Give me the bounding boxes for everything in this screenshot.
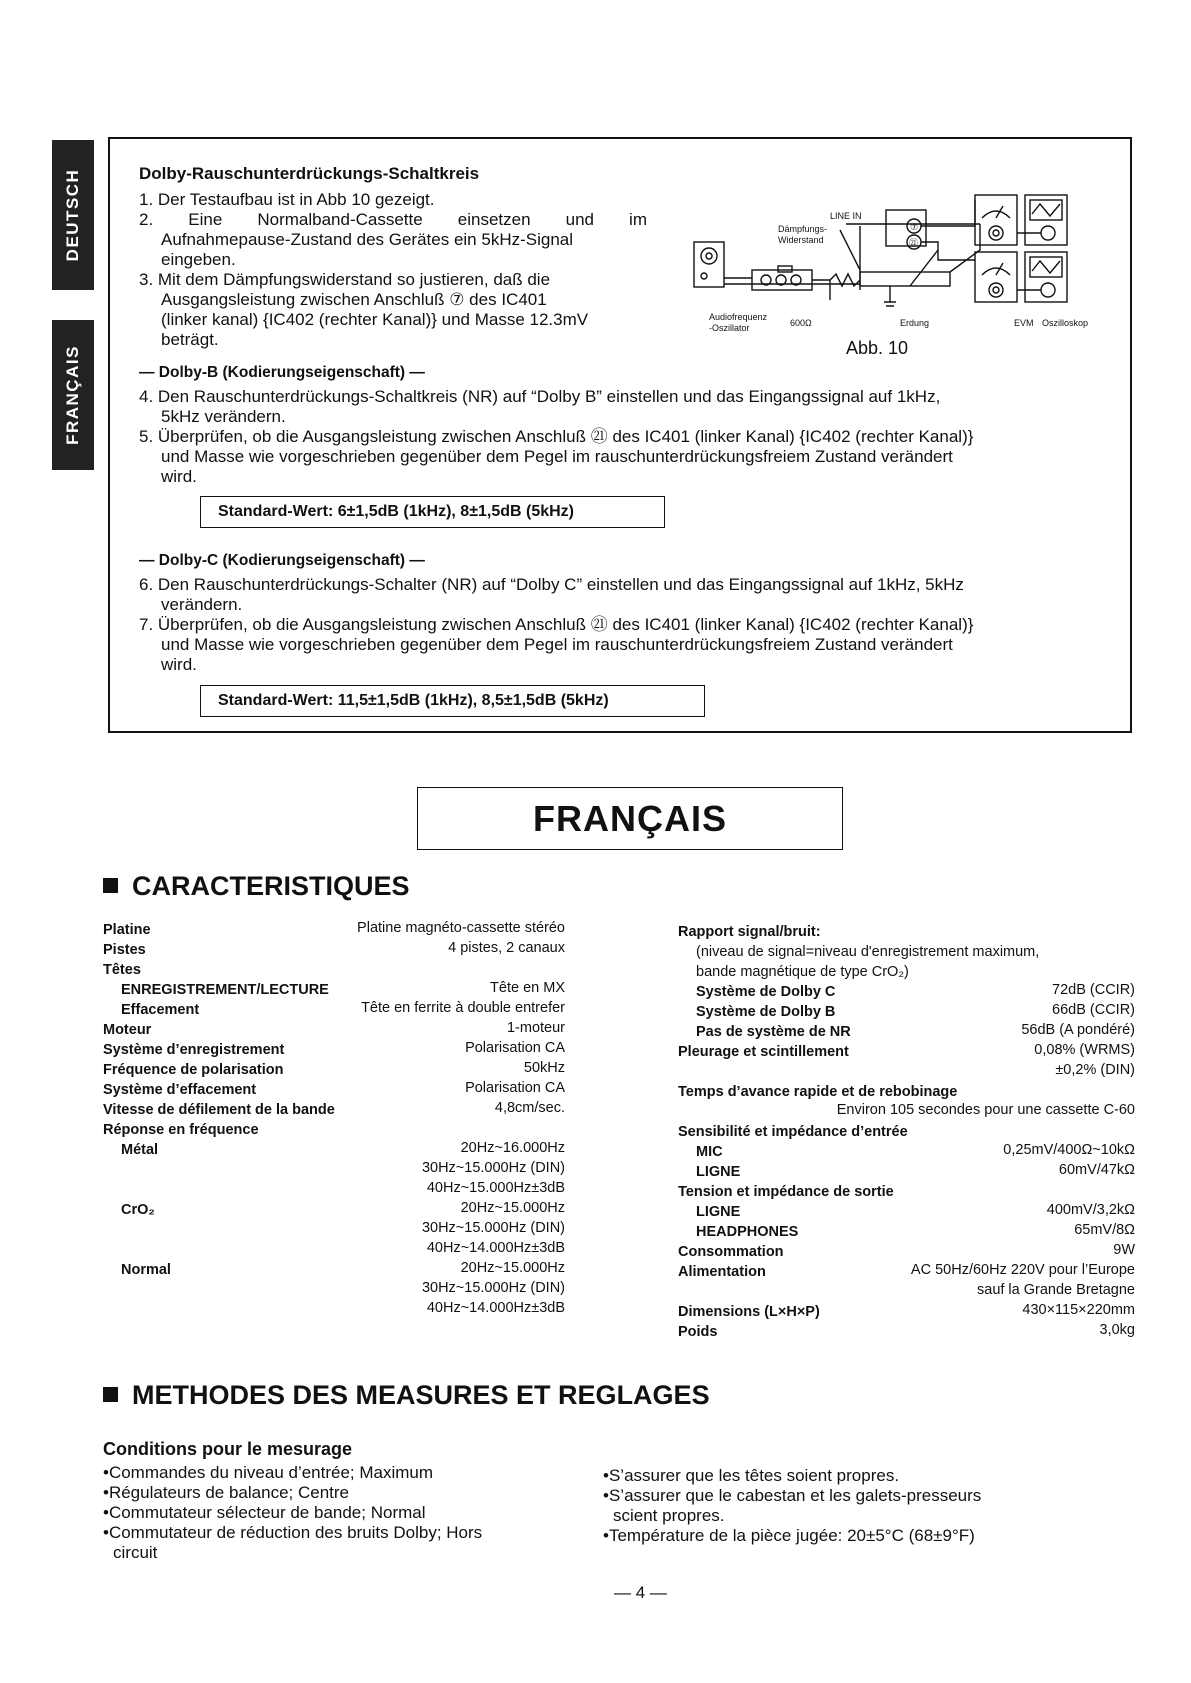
spec-label: Rapport signal/bruit: xyxy=(678,924,821,940)
spec-label: Pistes xyxy=(103,942,146,958)
condition-item: •Commutateur de réduction des bruits Dolby; Hors xyxy=(103,1523,483,1542)
tab-deutsch[interactable] xyxy=(52,140,94,290)
dolby-b-heading: — Dolby-B (Kodierungseigenschaft) — xyxy=(139,364,425,381)
bullet-square-icon xyxy=(103,1387,118,1402)
spec-value: 50kHz xyxy=(523,1060,565,1076)
evm-meter-upper xyxy=(975,195,1017,245)
step-line: beträgt. xyxy=(161,330,219,349)
spec-label: Platine xyxy=(103,922,151,938)
spec-value: 40Hz~15.000Hz±3dB xyxy=(426,1180,565,1196)
spec-value: 4,8cm/sec. xyxy=(494,1100,565,1116)
spec-label: (niveau de signal=niveau d'enregistrement maximum, xyxy=(696,944,1040,960)
spec-label: Pleurage et scintillement xyxy=(678,1044,849,1060)
pin-7-label: ⑦ xyxy=(910,222,919,232)
step-line: wird. xyxy=(161,467,197,486)
attenuator-label-2: Widerstand xyxy=(778,235,824,245)
spec-value: 20Hz~15.000Hz xyxy=(460,1200,565,1216)
spec-label: HEADPHONES xyxy=(696,1224,799,1240)
dolby-c-standard-value: Standard-Wert: 11,5±1,5dB (1kHz), 8,5±1,5dB (5kHz) xyxy=(200,685,705,717)
spec-value: 20Hz~16.000Hz xyxy=(460,1140,565,1156)
attenuator-label-1: Dämpfungs- xyxy=(778,224,828,234)
spec-value: Polarisation CA xyxy=(465,1080,565,1096)
step-line: 7. Überprüfen, ob die Ausgangsleistung zwischen Anschluß ㉑ des IC401 (linker Kanal) {IC402 (rechter Kanal)} xyxy=(139,615,974,634)
spec-value: Polarisation CA xyxy=(465,1040,565,1056)
spec-label: Vitesse de défilement de la bande xyxy=(103,1102,335,1118)
ground-label: Erdung xyxy=(900,318,930,328)
spec-label: Fréquence de polarisation xyxy=(103,1062,284,1078)
spec-label: Temps d’avance rapide et de rebobinage xyxy=(678,1084,958,1100)
spec-value: ±0,2% (DIN) xyxy=(1055,1062,1135,1078)
spec-value: sauf la Grande Bretagne xyxy=(977,1282,1135,1298)
step-line: 6. Den Rauschunterdrückungs-Schalter (NR) auf “Dolby C” einstellen und das Eingangssignal auf 1kHz, 5kHz xyxy=(139,575,964,594)
spec-label: bande magnétique de type CrO₂) xyxy=(696,964,909,980)
step-line: und Masse wie vorgeschrieben gegenüber dem Pegel im rauschunterdrückungsfreiem Zustand verändert xyxy=(161,635,953,654)
francais-title: FRANÇAIS xyxy=(417,787,843,850)
condition-item: scient propres. xyxy=(613,1506,725,1525)
spec-value: 60mV/47kΩ xyxy=(1058,1162,1135,1178)
caracteristiques-heading xyxy=(103,871,410,902)
step-line: 1. Der Testaufbau ist in Abb 10 gezeigt. xyxy=(139,190,435,209)
condition-item: •Commutateur sélecteur de bande; Normal xyxy=(103,1503,426,1522)
methodes-heading-text: METHODES DES MEASURES ET REGLAGES xyxy=(132,1380,710,1410)
spec-value: 9W xyxy=(1113,1242,1135,1258)
spec-label: LIGNE xyxy=(696,1164,741,1180)
evm-label: EVM xyxy=(1014,318,1034,328)
ohm-label: 600Ω xyxy=(790,318,812,328)
spec-label: Réponse en fréquence xyxy=(103,1122,259,1138)
condition-item: •S’assurer que le cabestan et les galets-presseurs xyxy=(603,1486,982,1505)
spec-label: ENREGISTREMENT/LECTURE xyxy=(121,982,329,998)
dolby-b-standard-value: Standard-Wert: 6±1,5dB (1kHz), 8±1,5dB (5kHz) xyxy=(200,496,665,528)
step-line: 3. Mit dem Dämpfungswiderstand so justieren, daß die xyxy=(139,270,551,289)
oscilloscope-label: Oszilloskop xyxy=(1042,318,1089,328)
spec-label: Poids xyxy=(678,1324,718,1340)
spec-label: Système de Dolby B xyxy=(696,1004,836,1020)
step-line: wird. xyxy=(161,655,197,674)
spec-value: 430×115×220mm xyxy=(1022,1302,1135,1318)
spec-value: Environ 105 secondes pour une cassette C-60 xyxy=(836,1102,1135,1118)
spec-label: Tension et impédance de sortie xyxy=(678,1184,894,1200)
condition-item: •Température de la pièce jugée: 20±5°C (68±9°F) xyxy=(603,1526,975,1545)
spec-label: CrO₂ xyxy=(121,1202,155,1218)
spec-label: Consommation xyxy=(678,1244,784,1260)
methodes-heading xyxy=(103,1380,710,1411)
condition-item: circuit xyxy=(113,1543,158,1562)
spec-value: 0,08% (WRMS) xyxy=(1034,1042,1135,1058)
tab-francais-label: FRANÇAIS xyxy=(63,345,82,445)
spec-label: Système de Dolby C xyxy=(696,984,836,1000)
spec-value: 1-moteur xyxy=(506,1020,565,1036)
spec-value: 72dB (CCIR) xyxy=(1052,982,1135,998)
spec-label: Normal xyxy=(121,1262,171,1278)
pin-21-label: ㉑ xyxy=(909,238,919,248)
spec-label: MIC xyxy=(696,1144,723,1160)
step-line: 5. Überprüfen, ob die Ausgangsleistung zwischen Anschluß ㉑ des IC401 (linker Kanal) {IC402 (rechter Kanal)} xyxy=(139,427,974,446)
figure-caption: Abb. 10 xyxy=(846,338,909,358)
spec-label: Système d’enregistrement xyxy=(103,1042,285,1058)
step-line: Ausgangsleistung zwischen Anschluß ⑦ des IC401 xyxy=(161,290,547,309)
line-in-label: LINE IN xyxy=(830,211,862,221)
step-line: eingeben. xyxy=(161,250,236,269)
spec-value: Tête en MX xyxy=(490,980,565,996)
spec-value: Tête en ferrite à double entrefer xyxy=(361,1000,565,1016)
spec-value: 30Hz~15.000Hz (DIN) xyxy=(421,1280,565,1296)
condition-item: •Commandes du niveau d’entrée; Maximum xyxy=(103,1463,434,1482)
spec-value: 20Hz~15.000Hz xyxy=(460,1260,565,1276)
spec-label: Dimensions (L×H×P) xyxy=(678,1304,820,1320)
osc-label-2: -Oszillator xyxy=(709,323,750,333)
spec-value: 40Hz~14.000Hz±3dB xyxy=(426,1240,565,1256)
spec-value: 30Hz~15.000Hz (DIN) xyxy=(421,1160,565,1176)
evm-meter-lower xyxy=(975,252,1017,302)
page-number: — 4 — xyxy=(614,1583,667,1602)
spec-label: Système d’effacement xyxy=(103,1082,257,1098)
step-line: und Masse wie vorgeschrieben gegenüber dem Pegel im rauschunterdrückungsfreiem Zustand verändert xyxy=(161,447,953,466)
step-line: Aufnahmepause-Zustand des Gerätes ein 5kHz-Signal xyxy=(161,230,574,249)
spec-label: Alimentation xyxy=(678,1264,766,1280)
spec-value: 40Hz~14.000Hz±3dB xyxy=(426,1300,565,1316)
caracteristiques-heading-text: CARACTERISTIQUES xyxy=(132,871,410,901)
spec-value: AC 50Hz/60Hz 220V pour l’Europe xyxy=(910,1262,1135,1278)
german-heading: Dolby-Rauschunterdrückungs-Schaltkreis xyxy=(139,164,480,183)
step-line: (linker kanal) {IC402 (rechter Kanal)} und Masse 12.3mV xyxy=(161,310,589,329)
osc-label-1: Audiofrequenz xyxy=(709,312,768,322)
condition-item: •Régulateurs de balance; Centre xyxy=(103,1483,349,1502)
bullet-square-icon xyxy=(103,878,118,893)
conditions-heading: Conditions pour le mesurage xyxy=(103,1439,353,1459)
condition-item: •S’assurer que les têtes soient propres. xyxy=(603,1466,900,1485)
step-line: 2. Eine Normalband-Cassette einsetzen und im xyxy=(139,210,647,229)
spec-value: 3,0kg xyxy=(1099,1322,1135,1338)
spec-value: 400mV/3,2kΩ xyxy=(1046,1202,1135,1218)
tab-deutsch-label: DEUTSCH xyxy=(63,168,82,262)
step-line: 4. Den Rauschunterdrückungs-Schaltkreis (NR) auf “Dolby B” einstellen und das Eingangssignal auf 1kHz, xyxy=(139,387,941,406)
spec-value: 4 pistes, 2 canaux xyxy=(448,940,565,956)
spec-value: 56dB (A pondéré) xyxy=(1021,1022,1135,1038)
test-setup-diagram xyxy=(680,190,1125,350)
spec-label: LIGNE xyxy=(696,1204,741,1220)
spec-label: Métal xyxy=(121,1142,159,1158)
spec-value: 65mV/8Ω xyxy=(1074,1222,1135,1238)
spec-value: 30Hz~15.000Hz (DIN) xyxy=(421,1220,565,1236)
spec-label: Pas de système de NR xyxy=(696,1024,851,1040)
dolby-c-heading: — Dolby-C (Kodierungseigenschaft) — xyxy=(139,552,425,569)
spec-value: 66dB (CCIR) xyxy=(1052,1002,1135,1018)
spec-label: Effacement xyxy=(121,1002,200,1018)
step-line: 5kHz verändern. xyxy=(161,407,286,426)
spec-value: Platine magnéto-cassette stéréo xyxy=(357,920,565,936)
spec-label: Moteur xyxy=(103,1022,152,1038)
spec-label: Sensibilité et impédance d’entrée xyxy=(678,1124,908,1140)
step-line: verändern. xyxy=(161,595,243,614)
spec-label: Têtes xyxy=(103,962,141,978)
tab-francais[interactable] xyxy=(52,320,94,470)
spec-value: 0,25mV/400Ω~10kΩ xyxy=(1003,1142,1135,1158)
